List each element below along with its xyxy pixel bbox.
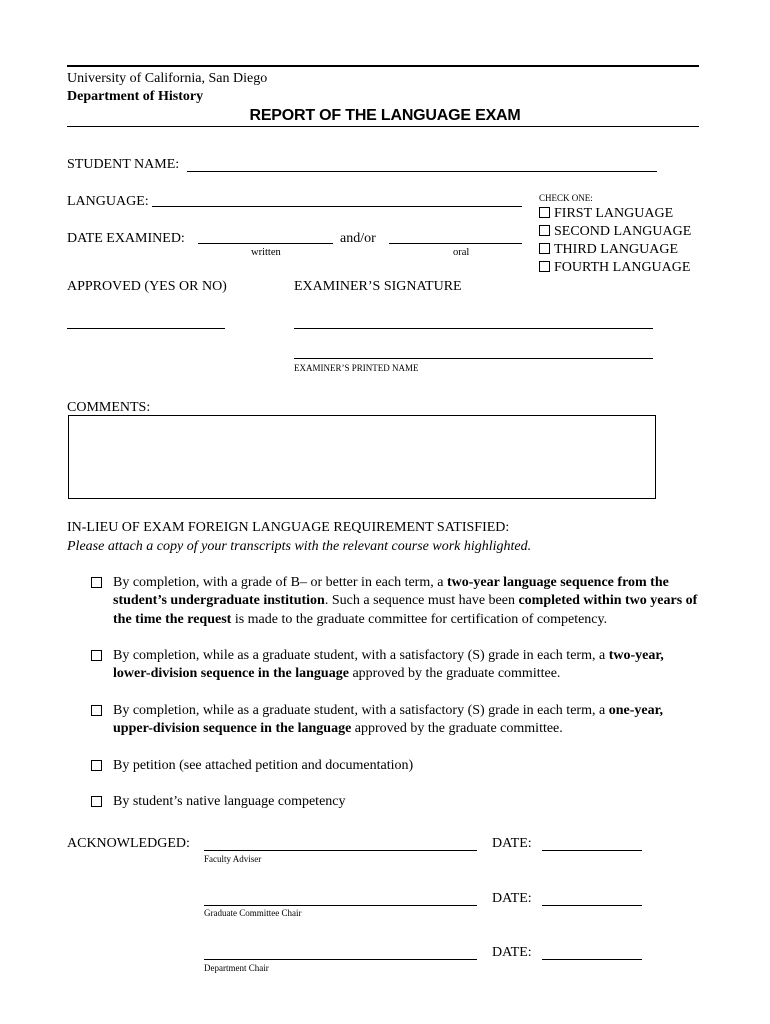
student-name-field[interactable]	[187, 171, 657, 172]
date-written-field[interactable]	[198, 243, 333, 244]
option-text: approved by the graduate committee.	[348, 666, 561, 682]
option-text: By completion, while as a graduate student, with a satisfactory (S) grade in each term, a	[113, 703, 609, 718]
option-text: By petition (see attached petition and documentation)	[113, 758, 414, 773]
oral-caption: oral	[453, 247, 470, 258]
language-field[interactable]	[152, 206, 522, 207]
top-rule	[67, 65, 699, 67]
date-label: DATE:	[492, 891, 532, 906]
department-chair-caption: Department Chair	[204, 963, 269, 973]
option-text-bold: completed within two years of the time the request	[113, 593, 698, 627]
option-text-bold: one-year, upper-division sequence in the language	[113, 703, 663, 737]
department-name: Department of History	[67, 89, 204, 104]
checkbox-second-language[interactable]	[539, 223, 691, 241]
checkbox-icon	[91, 796, 102, 807]
title-rule	[67, 126, 699, 127]
date-oral-field[interactable]	[389, 243, 522, 244]
checkbox-icon	[91, 705, 102, 716]
department-chair-date-field[interactable]	[542, 959, 642, 960]
checkbox-label: FIRST LANGUAGE	[554, 206, 674, 221]
comments-label: COMMENTS:	[67, 400, 151, 415]
date-examined-label: DATE EXAMINED:	[67, 231, 185, 246]
checkbox-icon	[539, 225, 550, 236]
committee-chair-signature-field[interactable]	[204, 905, 477, 906]
option-lower-division-sequence[interactable]	[91, 647, 701, 684]
option-upper-division-sequence[interactable]	[91, 702, 701, 739]
option-text: is made to the graduate committee for certification of competency.	[231, 611, 608, 627]
option-text: . Such a sequence must have been	[324, 593, 519, 609]
checkbox-icon	[91, 650, 102, 661]
option-native-language[interactable]	[91, 793, 701, 811]
in-lieu-instruction: Please attach a copy of your transcripts with the relevant course work highlighted.	[67, 539, 532, 554]
faculty-adviser-caption: Faculty Adviser	[204, 854, 262, 864]
written-caption: written	[251, 247, 281, 258]
option-text-bold: two-year language sequence from the student’s undergraduate institution	[113, 575, 669, 609]
examiner-printed-name-field[interactable]	[294, 358, 653, 359]
in-lieu-heading: IN-LIEU OF EXAM FOREIGN LANGUAGE REQUIREMENT SATISFIED:	[67, 520, 510, 535]
and-or-label: and/or	[340, 231, 376, 246]
checkbox-label: SECOND LANGUAGE	[554, 224, 692, 239]
committee-chair-date-field[interactable]	[542, 905, 642, 906]
committee-chair-caption: Graduate Committee Chair	[204, 908, 302, 918]
acknowledged-label: ACKNOWLEDGED:	[67, 836, 190, 851]
examiner-signature-field[interactable]	[294, 328, 653, 329]
checkbox-label: THIRD LANGUAGE	[554, 242, 679, 257]
option-text: approved by the graduate committee.	[351, 721, 563, 737]
option-undergraduate-sequence[interactable]	[91, 574, 701, 629]
checkbox-icon	[539, 261, 550, 272]
checkbox-icon	[539, 207, 550, 218]
checkbox-fourth-language[interactable]	[539, 259, 690, 277]
checkbox-first-language[interactable]	[539, 205, 673, 223]
check-one-label: CHECK ONE:	[539, 193, 593, 203]
language-label: LANGUAGE:	[67, 194, 149, 209]
faculty-adviser-signature-field[interactable]	[204, 850, 477, 851]
checkbox-icon	[91, 760, 102, 771]
checkbox-icon	[91, 577, 102, 588]
examiner-printed-name-caption: EXAMINER’S PRINTED NAME	[294, 363, 419, 373]
date-label: DATE:	[492, 836, 532, 851]
checkbox-label: FOURTH LANGUAGE	[554, 260, 691, 275]
option-text: By completion, while as a graduate student, with a satisfactory (S) grade in each term, a	[113, 648, 609, 663]
date-label: DATE:	[492, 945, 532, 960]
option-text: By student’s native language competency	[113, 794, 346, 809]
option-petition[interactable]	[91, 757, 701, 775]
student-name-label: STUDENT NAME:	[67, 157, 180, 172]
examiner-signature-label: EXAMINER’S SIGNATURE	[294, 279, 462, 294]
checkbox-icon	[539, 243, 550, 254]
checkbox-third-language[interactable]	[539, 241, 678, 259]
approved-field[interactable]	[67, 328, 225, 329]
comments-box[interactable]	[68, 415, 656, 499]
faculty-adviser-date-field[interactable]	[542, 850, 642, 851]
option-text: By completion, with a grade of B– or better in each term, a	[113, 575, 447, 590]
page-title: REPORT OF THE LANGUAGE EXAM	[249, 107, 521, 124]
approved-label: APPROVED (YES OR NO)	[67, 279, 227, 294]
department-chair-signature-field[interactable]	[204, 959, 477, 960]
university-name: University of California, San Diego	[67, 71, 268, 86]
option-text-bold: two-year, lower-division sequence in the language	[113, 648, 664, 682]
